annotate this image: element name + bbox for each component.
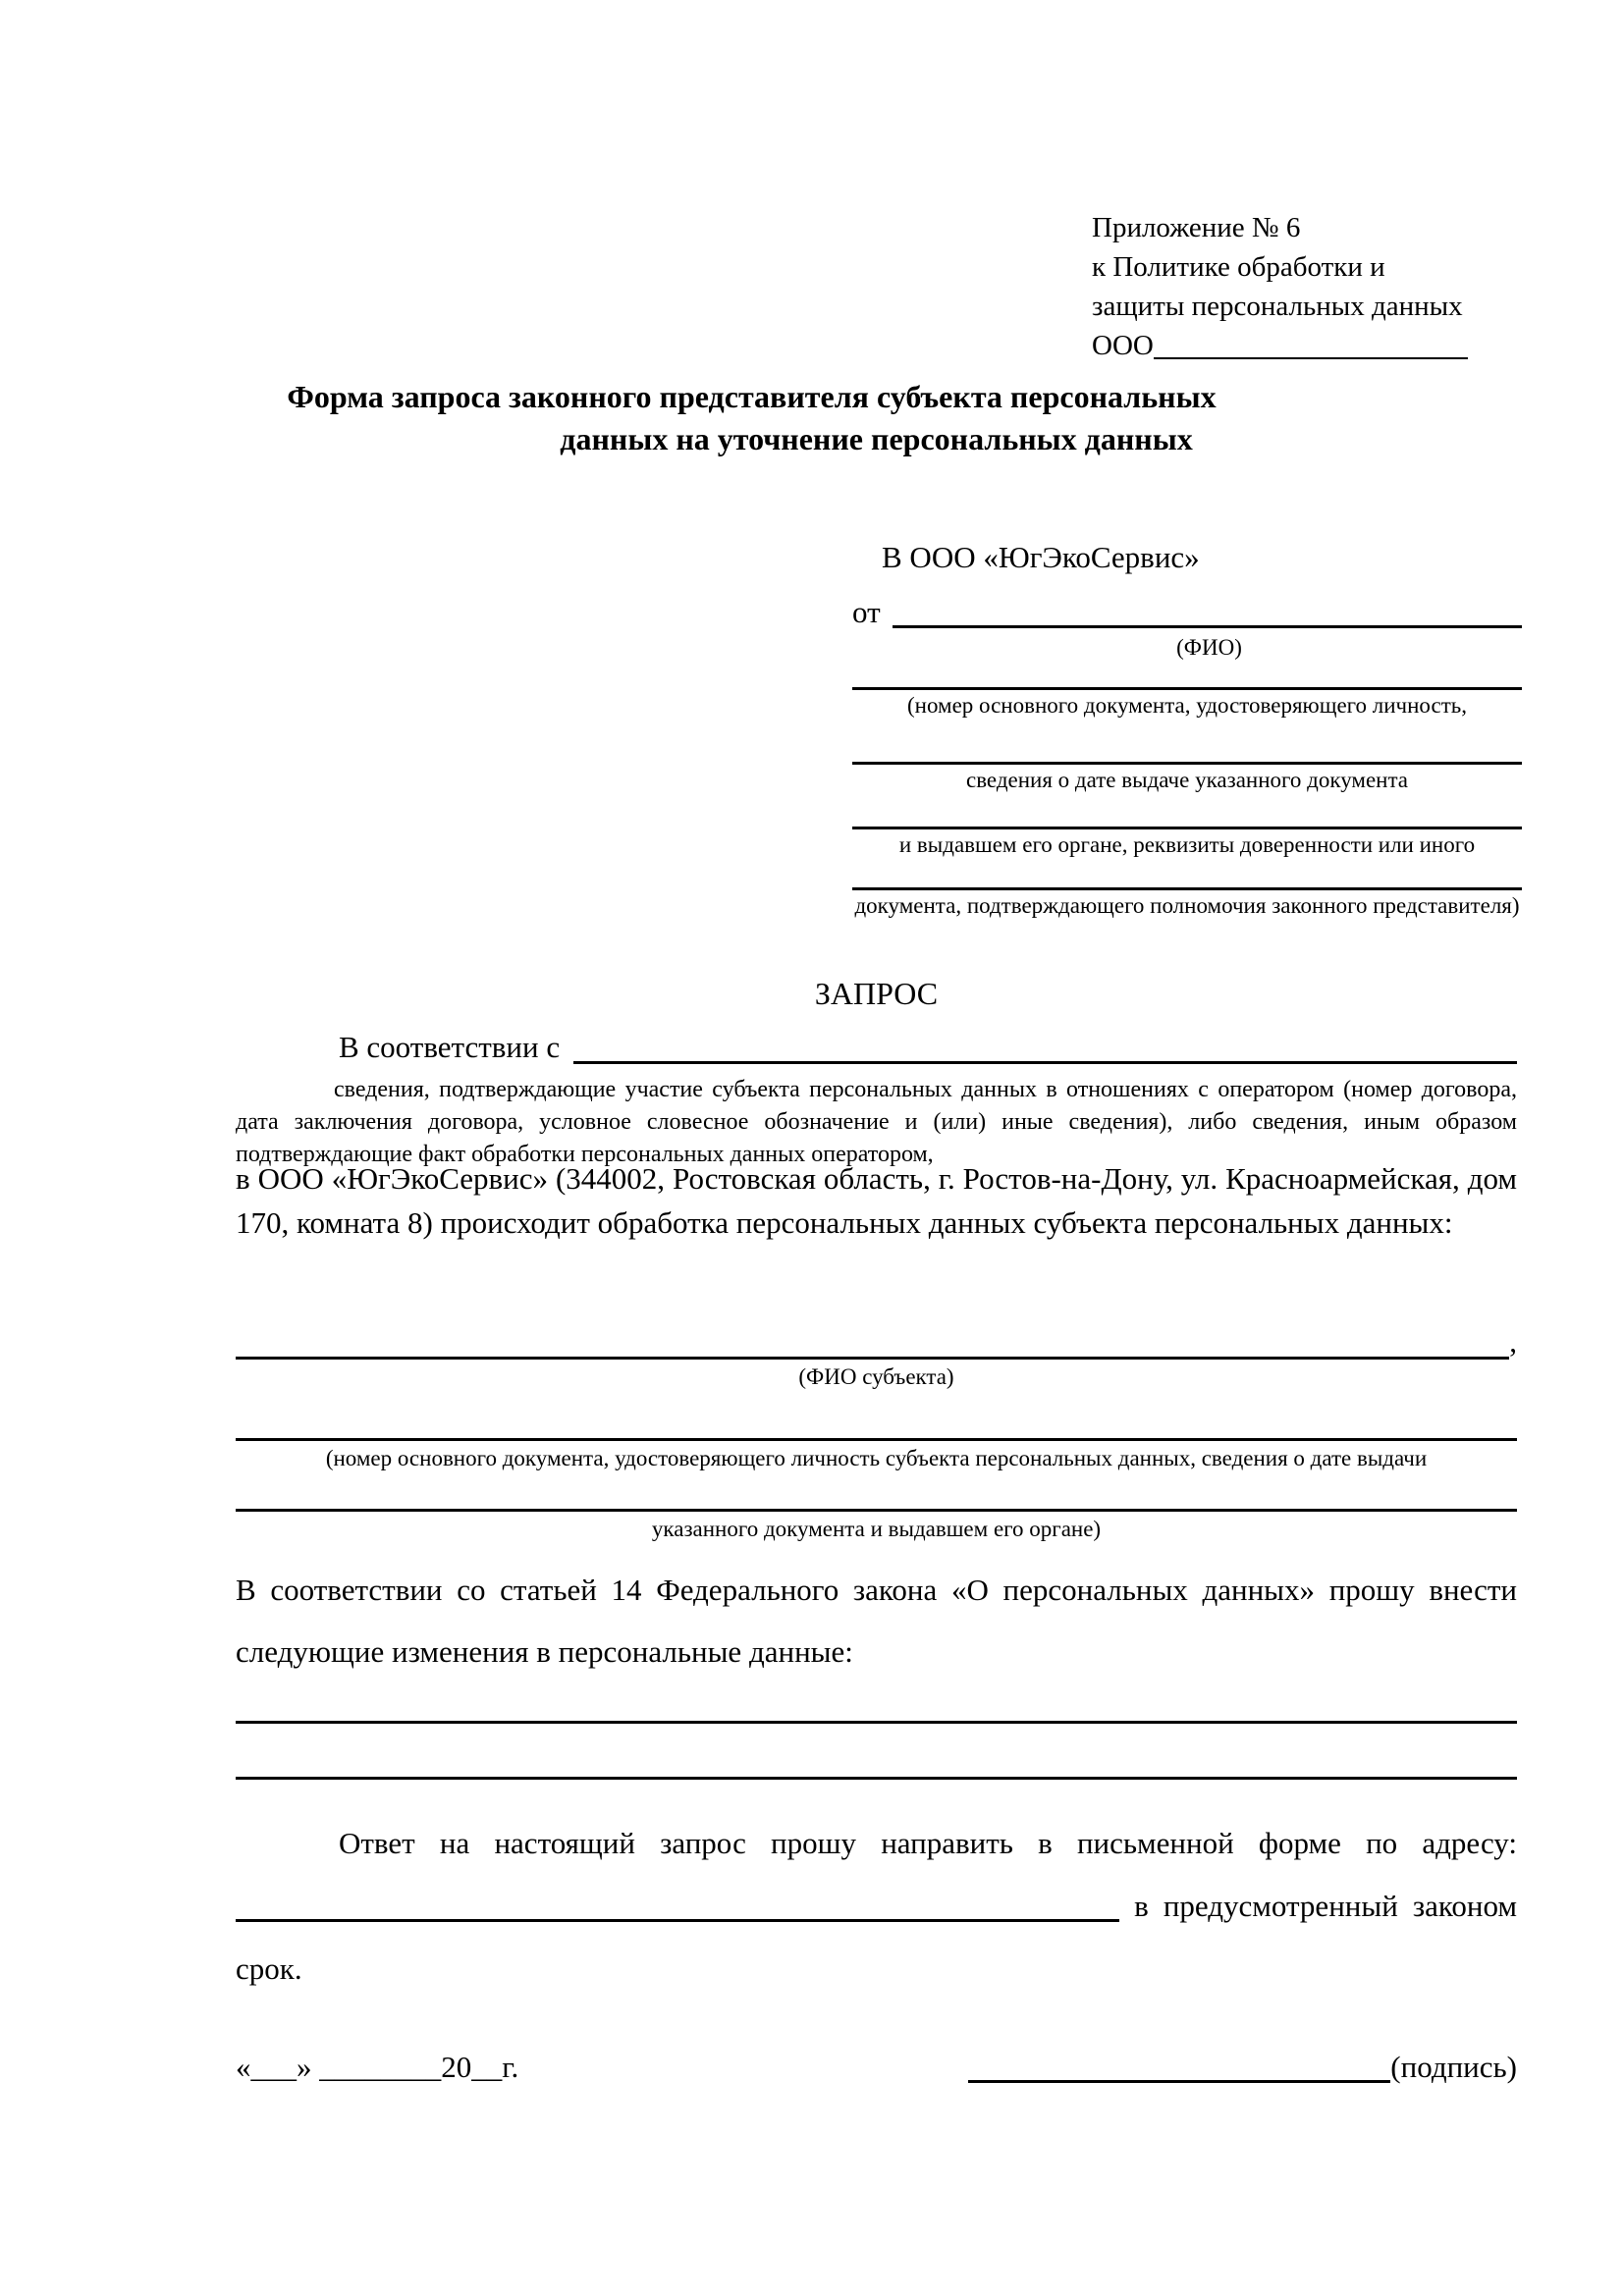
footer-row <box>236 2050 1517 2085</box>
from-row <box>852 595 1522 631</box>
accordance-lead: В соответствии с <box>339 1030 561 1064</box>
header-right-block <box>1092 208 1468 365</box>
request-heading: ЗАПРОС <box>814 976 939 1011</box>
from-name-blank <box>893 595 1522 628</box>
document-title-line-2: данных на уточнение персональных данных <box>560 421 1193 456</box>
ruled-line-2-caption: сведения о дате выдаче указанного документа <box>965 768 1409 792</box>
ruled-line-1-caption: (номер основного документа, удостоверяющего личность, <box>906 693 1467 718</box>
subject-doc-caption-2: указанного документа и выдавшем его органе) <box>651 1517 1102 1541</box>
company-line <box>1092 326 1468 365</box>
changes-blank-line-2 <box>236 1777 1517 1780</box>
article-14-paragraph: В соответствии со статьей 14 Федерального закона «О персональных данных» прошу внести следующие изменения в персональные данные: <box>236 1573 1517 1669</box>
reply-address-blank <box>236 1918 1119 1922</box>
reply-paragraph <box>236 1812 1517 2001</box>
ruled-line-3-caption: и выдавшем его органе, реквизиты доверенности или иного <box>898 832 1476 857</box>
attachment-number: Приложение № 6 <box>1092 212 1301 243</box>
subject-fio-caption: (ФИО субъекта) <box>798 1364 954 1389</box>
subject-fio-row <box>236 1317 1517 1360</box>
ruled-line-4-caption: документа, подтверждающего полномочия законного представителя) <box>854 893 1520 918</box>
company-prefix: ООО <box>1092 330 1154 361</box>
date-line: «___» ________20__г. <box>236 2050 519 2084</box>
signature-caption: (подпись) <box>1390 2050 1517 2084</box>
changes-blank-line-1 <box>236 1721 1517 1724</box>
policy-reference-line-2: защиты персональных данных <box>1092 291 1463 322</box>
company-name-blank <box>1154 356 1468 359</box>
accordance-note: сведения, подтверждающие участие субъекта персональных данных в отношениях с оператором (номер договора, дата заключения договора, условное словесное обозначение и (или) иные сведения), либо сведения, иным образом подтверждающие факт обработки персональных данных оператором, <box>236 1077 1517 1167</box>
accordance-row <box>236 1030 1517 1066</box>
addressee-block <box>852 538 1522 940</box>
ruled-line-4 <box>852 887 1522 890</box>
subject-fio-comma: , <box>1509 1324 1517 1359</box>
subject-doc-line-2 <box>236 1509 1517 1512</box>
ruled-line-3 <box>852 827 1522 829</box>
reply-lead: Ответ на настоящий запрос прошу направить в письменной форме по адресу: <box>339 1826 1517 1860</box>
subject-doc-line-1 <box>236 1438 1517 1441</box>
subject-fio-blank <box>236 1317 1509 1360</box>
subject-doc-caption-1: (номер основного документа, удостоверяющего личность субъекта персональных данных, сведения о дате выдачи <box>325 1446 1428 1470</box>
policy-reference-line-1: к Политике обработки и <box>1092 251 1385 283</box>
ruled-line-1 <box>852 687 1522 690</box>
accordance-blank <box>573 1030 1517 1064</box>
addressee-company: В ООО «ЮгЭкоСервис» <box>882 540 1200 574</box>
document-title-line-1: Форма запроса законного представителя субъекта персональных <box>287 379 1217 414</box>
fio-caption: (ФИО) <box>1176 635 1242 660</box>
ruled-line-2 <box>852 762 1522 765</box>
operator-paragraph: в ООО «ЮгЭкоСервис» (344002, Ростовская область, г. Ростов-на-Дону, ул. Красноармейская, дом 170, комната 8) происходит обработка персональных данных субъекта персональных данных: <box>236 1161 1517 1240</box>
signature-group <box>968 2050 1517 2085</box>
signature-blank <box>968 2079 1390 2083</box>
from-label: от <box>852 595 881 629</box>
reply-tail: в предусмотренный законом срок. <box>236 1889 1517 1986</box>
